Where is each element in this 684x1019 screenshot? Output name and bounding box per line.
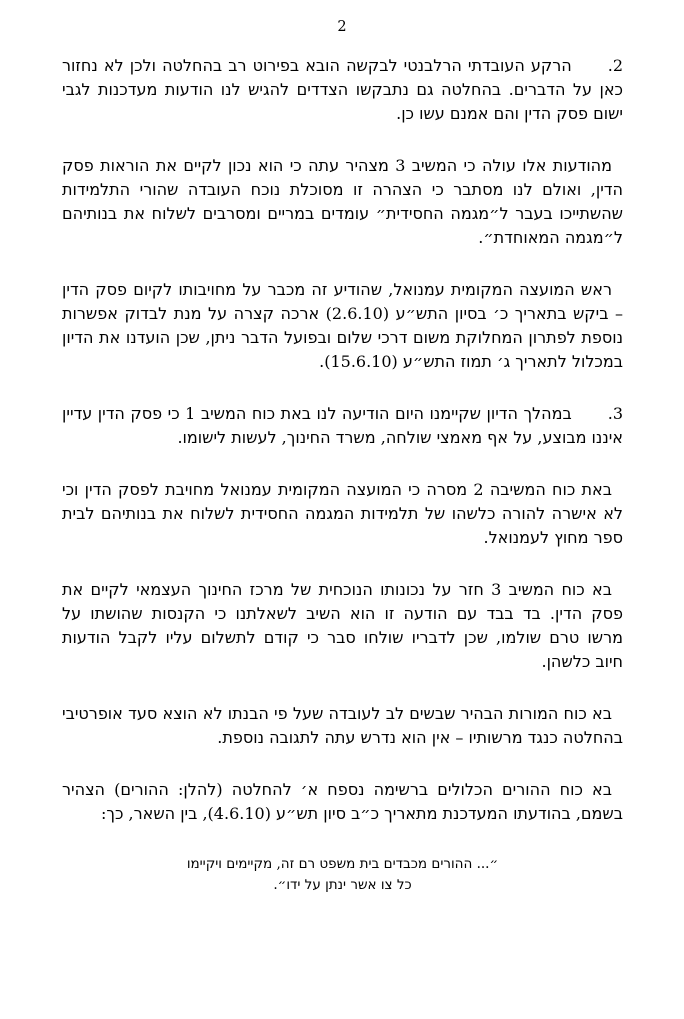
text-run: ראש המועצה המקומית עמנואל, שהודיע זה מכבר על מחויבותו לקיום פסק הדין – ביקש בתאריך כ׳ בסיון התש״ע (2.6.10) ארכה קצרה על מנת לבדוק אפשרות נוספת לפתרון המחלוקת משום דרכי שלום ובפועל הדבר ניתן, שכן הועדנו את הדיון במכלול לתאריך ג׳ תמוז התש״ע (15.6.10).: [62, 280, 623, 371]
text-run: בא כוח המורות הבהיר שבשים לב לעובדה שעל פי הבנתו לא הוצא סעד אופרטיבי בהחלטה כנגד מרשותיו – אין הוא נדרש עתה לתגובה נוספת.: [62, 704, 623, 747]
text-run: בא כוח ההורים הכלולים ברשימה נספח א׳ להחלטה (להלן:: [168, 780, 612, 799]
text-run: בא כוח המשיב 3 חזר על נכונותו הנוכחית של: [283, 580, 612, 599]
text-run-alt: מרכז החינוך העצמאי: [136, 580, 284, 599]
text-run-alt: משרד החינוך: [286, 428, 376, 447]
text-run-alt: המועצה המקומית עמנואל: [220, 480, 402, 499]
paragraph-2: [62, 54, 623, 126]
paragraph-council-head: [62, 278, 623, 374]
quote-line: ״... ההורים מכבדים בית משפט רם זה, מקיימים ויקיימו: [186, 856, 499, 872]
paragraph-respondent-2-counsel: [62, 478, 623, 550]
text-run: מחויבת לפסק הדין וכי לא אישרה להורה כלשהו של תלמידות המגמה החסידית לשלוח את בנותיהם לבית ספר מחוץ לעמנואל.: [62, 480, 624, 547]
text-run: , לעשות לישומו.: [177, 428, 287, 447]
text-run: מהודעות אלו עולה כי המשיב 3 מצהיר עתה כי הוא נכון לקיים את הוראות פסק הדין, ואולם לנו מסתבר כי הצהרה זו מסוכלת נוכח העובדה שהורי התלמידות שהשתייכו בעבר ל״מגמה החסידית״ עומדים במריים ומסרבים לשלוח את בנותיהם ל״מגמה המאוחדת״.: [62, 156, 623, 247]
paragraph-updates: [62, 154, 623, 250]
text-run-alt: ההורים: [120, 780, 169, 799]
paragraph-3-marker: 3.: [607, 404, 624, 423]
text-run: באת כוח המשיבה 2 מסרה כי: [401, 480, 612, 499]
paragraph-respondent-3-counsel: [62, 578, 623, 674]
paragraph-parents-counsel: [62, 778, 623, 826]
paragraph-2-marker: 2.: [607, 56, 623, 75]
document-body: [62, 54, 623, 896]
page-number: 2: [337, 19, 347, 35]
text-run: לקיים את פסק הדין. בד בבד עם הודעה זו הוא השיב לשאלתנו כי הקנסות שהושתו על מרשו טרם שולמו, שכן לדבריו שולחו סבר כי קודם לתשלום עליו לקבל הודעות חיוב כלשהן.: [62, 580, 623, 671]
quote-line: כל צו אשר ינתן על ידו״.: [273, 877, 412, 893]
text-run: הרקע העובדתי הרלבנטי לבקשה הובא בפירוט רב בהחלטה ולכן לא נחזור כאן על הדברים. בהחלטה גם נתבקשו הצדדים להגיש לנו הודעות מעדכנות לגבי ישום פסק הדין והם אמנם עשו כן.: [62, 56, 623, 123]
text-run: במהלך הדיון שקיימנו היום הודיעה לנו באת כוח המשיב 1 כי פסק הדין עדיין איננו מבוצע, על אף מאמצי שולחה,: [62, 404, 623, 447]
paragraph-3: [62, 402, 623, 450]
text-run: ) הצהיר בשמם, בהודעתו המעדכנת מתאריך כ״ב סיון תש״ע (4.6.10), בין השאר, כך:: [62, 780, 623, 823]
quote-block: [128, 854, 558, 896]
paragraph-teachers-counsel: [62, 702, 623, 750]
